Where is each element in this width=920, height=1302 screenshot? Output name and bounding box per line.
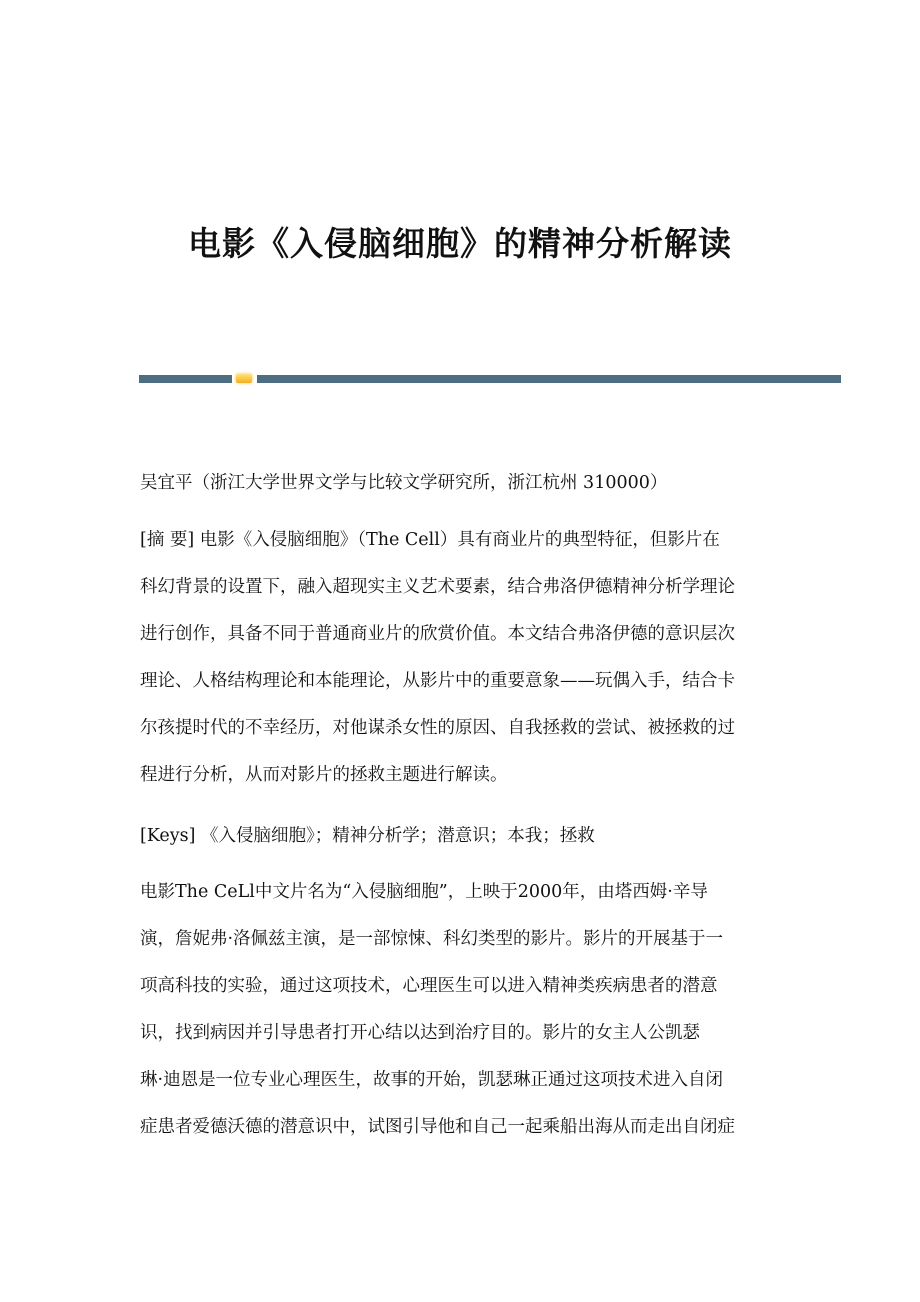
- body-line: 琳·迪恩是一位专业心理医生，故事的开始，凯瑟琳正通过这项技术进入自闭: [140, 1070, 724, 1090]
- body-line: 电影The CeLl中文片名为“入侵脑细胞”，上映于2000年，由塔西姆·辛导: [140, 882, 708, 902]
- author-line: 吴宜平（浙江大学世界文学与比较文学研究所，浙江杭州 310000）: [140, 473, 668, 493]
- abstract-line: 尔孩提时代的不幸经历，对他谋杀女性的原因、自我拯救的尝试、被拯救的过: [140, 718, 735, 738]
- divider-bar-left: [139, 375, 232, 383]
- abstract-line: [摘 要] 电影《入侵脑细胞》（The Cell）具有商业片的典型特征，但影片在: [140, 530, 720, 550]
- document-title: 电影《入侵脑细胞》的精神分析解读: [188, 224, 732, 263]
- body-line: 项高科技的实验，通过这项技术，心理医生可以进入精神类疾病患者的潜意: [140, 976, 718, 996]
- body-line: 症患者爱德沃德的潜意识中，试图引导他和自己一起乘船出海从而走出自闭症: [140, 1117, 735, 1137]
- abstract-line: 理论、人格结构理论和本能理论，从影片中的重要意象——玩偶入手，结合卡: [140, 671, 735, 691]
- body-line: 演，詹妮弗·洛佩兹主演，是一部惊悚、科幻类型的影片。影片的开展基于一: [140, 929, 724, 949]
- divider-ornament-icon: [236, 374, 252, 383]
- body-line: 识，找到病因并引导患者打开心结以达到治疗目的。影片的女主人公凯瑟: [140, 1023, 700, 1043]
- keywords-line: [Keys] 《入侵脑细胞》；精神分析学；潜意识；本我；拯救: [140, 826, 595, 846]
- divider-bar-right: [257, 375, 841, 383]
- abstract-line: 程进行分析，从而对影片的拯救主题进行解读。: [140, 765, 508, 785]
- abstract-line: 科幻背景的设置下，融入超现实主义艺术要素，结合弗洛伊德精神分析学理论: [140, 577, 735, 597]
- abstract-line: 进行创作，具备不同于普通商业片的欣赏价值。本文结合弗洛伊德的意识层次: [140, 624, 735, 644]
